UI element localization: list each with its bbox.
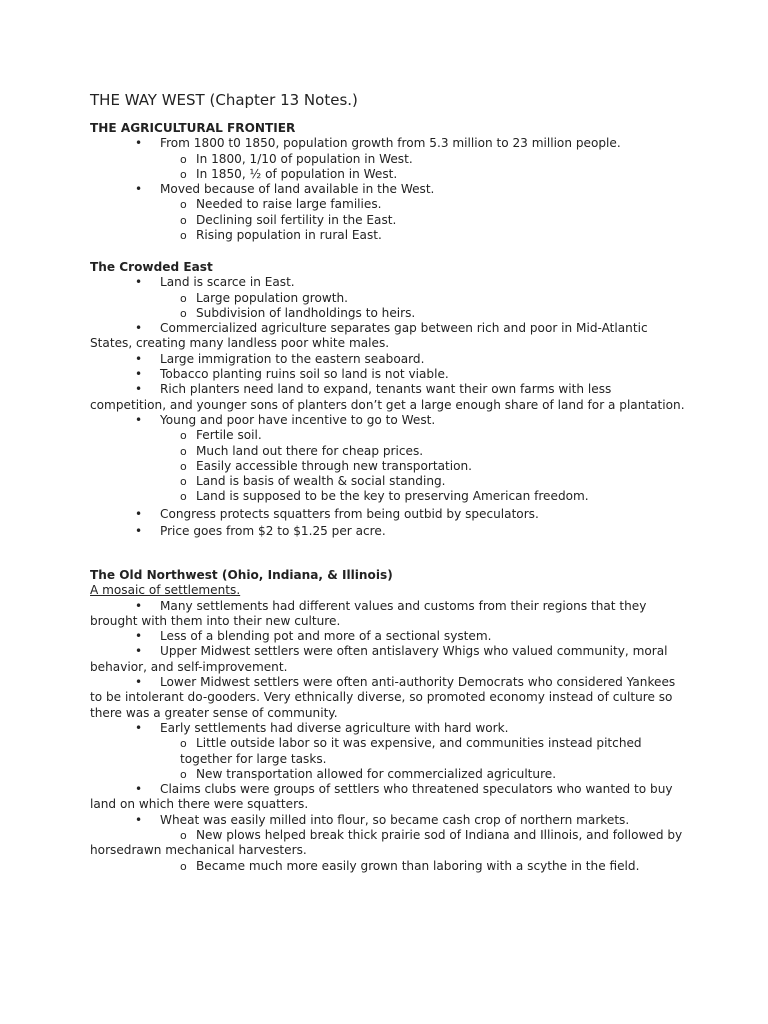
sub-list-item: o Rising population in rural East. [180,228,382,243]
sub-bullet-icon: o [180,306,187,320]
sub-bullet-icon: o [180,829,187,843]
sub-bullet-icon: o [180,167,187,181]
list-item: • Upper Midwest settlers were often antislavery Whigs who valued community, moral behavior, and self-improvement. [90,644,668,674]
list-item: • Claims clubs were groups of settlers who threatened speculators who wanted to buy land on which there were squatters. [90,782,673,812]
bullet-list [90,136,690,243]
list-item: • Price goes from $2 to $1.25 per acre. [135,524,386,539]
sub-list-item: o Land is basis of wealth & social standing. [180,474,446,489]
bullet-icon: • [135,812,143,827]
bullet-icon: • [135,136,143,151]
section-heading: The Crowded East [90,260,213,274]
list-item: • Lower Midwest settlers were often anti-authority Democrats who considered Yankees to be intolerant do-gooders. Very ethnically diverse, so promoted economy instead of culture so there was a greater sense of community. [90,675,676,720]
sub-list-item: o Easily accessible through new transportation. [180,458,473,473]
list-item: • Tobacco planting ruins soil so land is not viable. [135,367,449,382]
section-heading: The Old Northwest (Ohio, Indiana, & Illinois) [90,568,393,582]
list-item: • From 1800 t0 1850, population growth from 5.3 million to 23 million people. [135,136,621,151]
bullet-icon: • [135,675,143,690]
sub-list-item: o New plows helped break thick prairie sod of Indiana and Illinois, and followed by horsedrawn mechanical harvesters. [90,828,683,858]
bullet-icon: • [135,382,143,397]
sub-bullet-icon: o [180,198,187,212]
sub-list-item: o New transportation allowed for commercialized agriculture. [180,766,557,781]
list-item: • Wheat was easily milled into flour, so became cash crop of northern markets. [135,812,630,827]
sub-list-item: o Subdivision of landholdings to heirs. [180,305,416,320]
sub-list-item: o Land is supposed to be the key to preserving American freedom. [180,489,589,504]
sub-list-item: o Little outside labor so it was expensive, and communities instead pitched together for large tasks. [180,736,642,766]
list-item: • Early settlements had diverse agriculture with hard work. [135,720,509,735]
bullet-icon: • [135,182,143,197]
section-agricultural-frontier [90,121,690,243]
list-item: • Many settlements had different values and customs from their regions that they brought with them into their new culture. [90,598,647,628]
bullet-list [90,275,690,539]
sub-bullet-icon: o [180,444,187,458]
sub-list-item: o Large population growth. [180,290,348,305]
sub-bullet-icon: o [180,229,187,243]
sub-list-item: o In 1800, 1/10 of population in West. [180,151,413,166]
page-title: THE WAY WEST (Chapter 13 Notes.) [90,91,358,109]
sub-list-item: o Fertile soil. [180,428,262,443]
bullet-icon: • [135,782,143,797]
list-item: • Rich planters need land to expand, tenants want their own farms with less competition, and younger sons of planters don’t get a large enough share of land for a plantation. [90,382,685,412]
section-heading: THE AGRICULTURAL FRONTIER [90,121,296,135]
bullet-icon: • [135,720,143,735]
list-item: • Land is scarce in East. [135,275,295,290]
sub-bullet-icon: o [180,429,187,443]
sub-bullet-icon: o [180,152,187,166]
list-item: • Moved because of land available in the West. [135,182,435,197]
section-old-northwest [90,568,690,874]
list-item: • Commercialized agriculture separates gap between rich and poor in Mid-Atlantic States, creating many landless poor white males. [90,321,648,351]
section-subheading: A mosaic of settlements. [90,583,241,598]
list-item: • Large immigration to the eastern seaboard. [135,351,425,366]
bullet-icon: • [135,275,143,290]
sub-list-item: o Needed to raise large families. [180,197,382,212]
bullet-icon: • [135,629,143,644]
sub-list-item: o Much land out there for cheap prices. [180,443,424,458]
bullet-icon: • [135,506,143,521]
section-crowded-east [90,260,690,539]
list-item: • Less of a blending pot and more of a sectional system. [135,629,492,644]
bullet-icon: • [135,367,143,382]
sub-bullet-icon: o [180,767,187,781]
bullet-icon: • [135,524,143,539]
sub-list-item: o Became much more easily grown than laboring with a scythe in the field. [180,858,640,873]
bullet-icon: • [135,412,143,427]
bullet-icon: • [135,598,143,613]
bullet-icon: • [135,644,143,659]
bullet-icon: • [135,321,143,336]
list-item: • Young and poor have incentive to go to West. [135,412,436,427]
sub-bullet-icon: o [180,859,187,873]
bullet-list [90,599,690,874]
sub-bullet-icon: o [180,213,187,227]
sub-bullet-icon: o [180,737,187,751]
sub-bullet-icon: o [180,459,187,473]
sub-bullet-icon: o [180,490,187,504]
bullet-icon: • [135,351,143,366]
list-item: • Congress protects squatters from being outbid by speculators. [135,506,539,521]
sub-list-item: o Declining soil fertility in the East. [180,212,397,227]
sub-list-item: o In 1850, ½ of population in West. [180,166,398,181]
sub-bullet-icon: o [180,475,187,489]
sub-bullet-icon: o [180,291,187,305]
